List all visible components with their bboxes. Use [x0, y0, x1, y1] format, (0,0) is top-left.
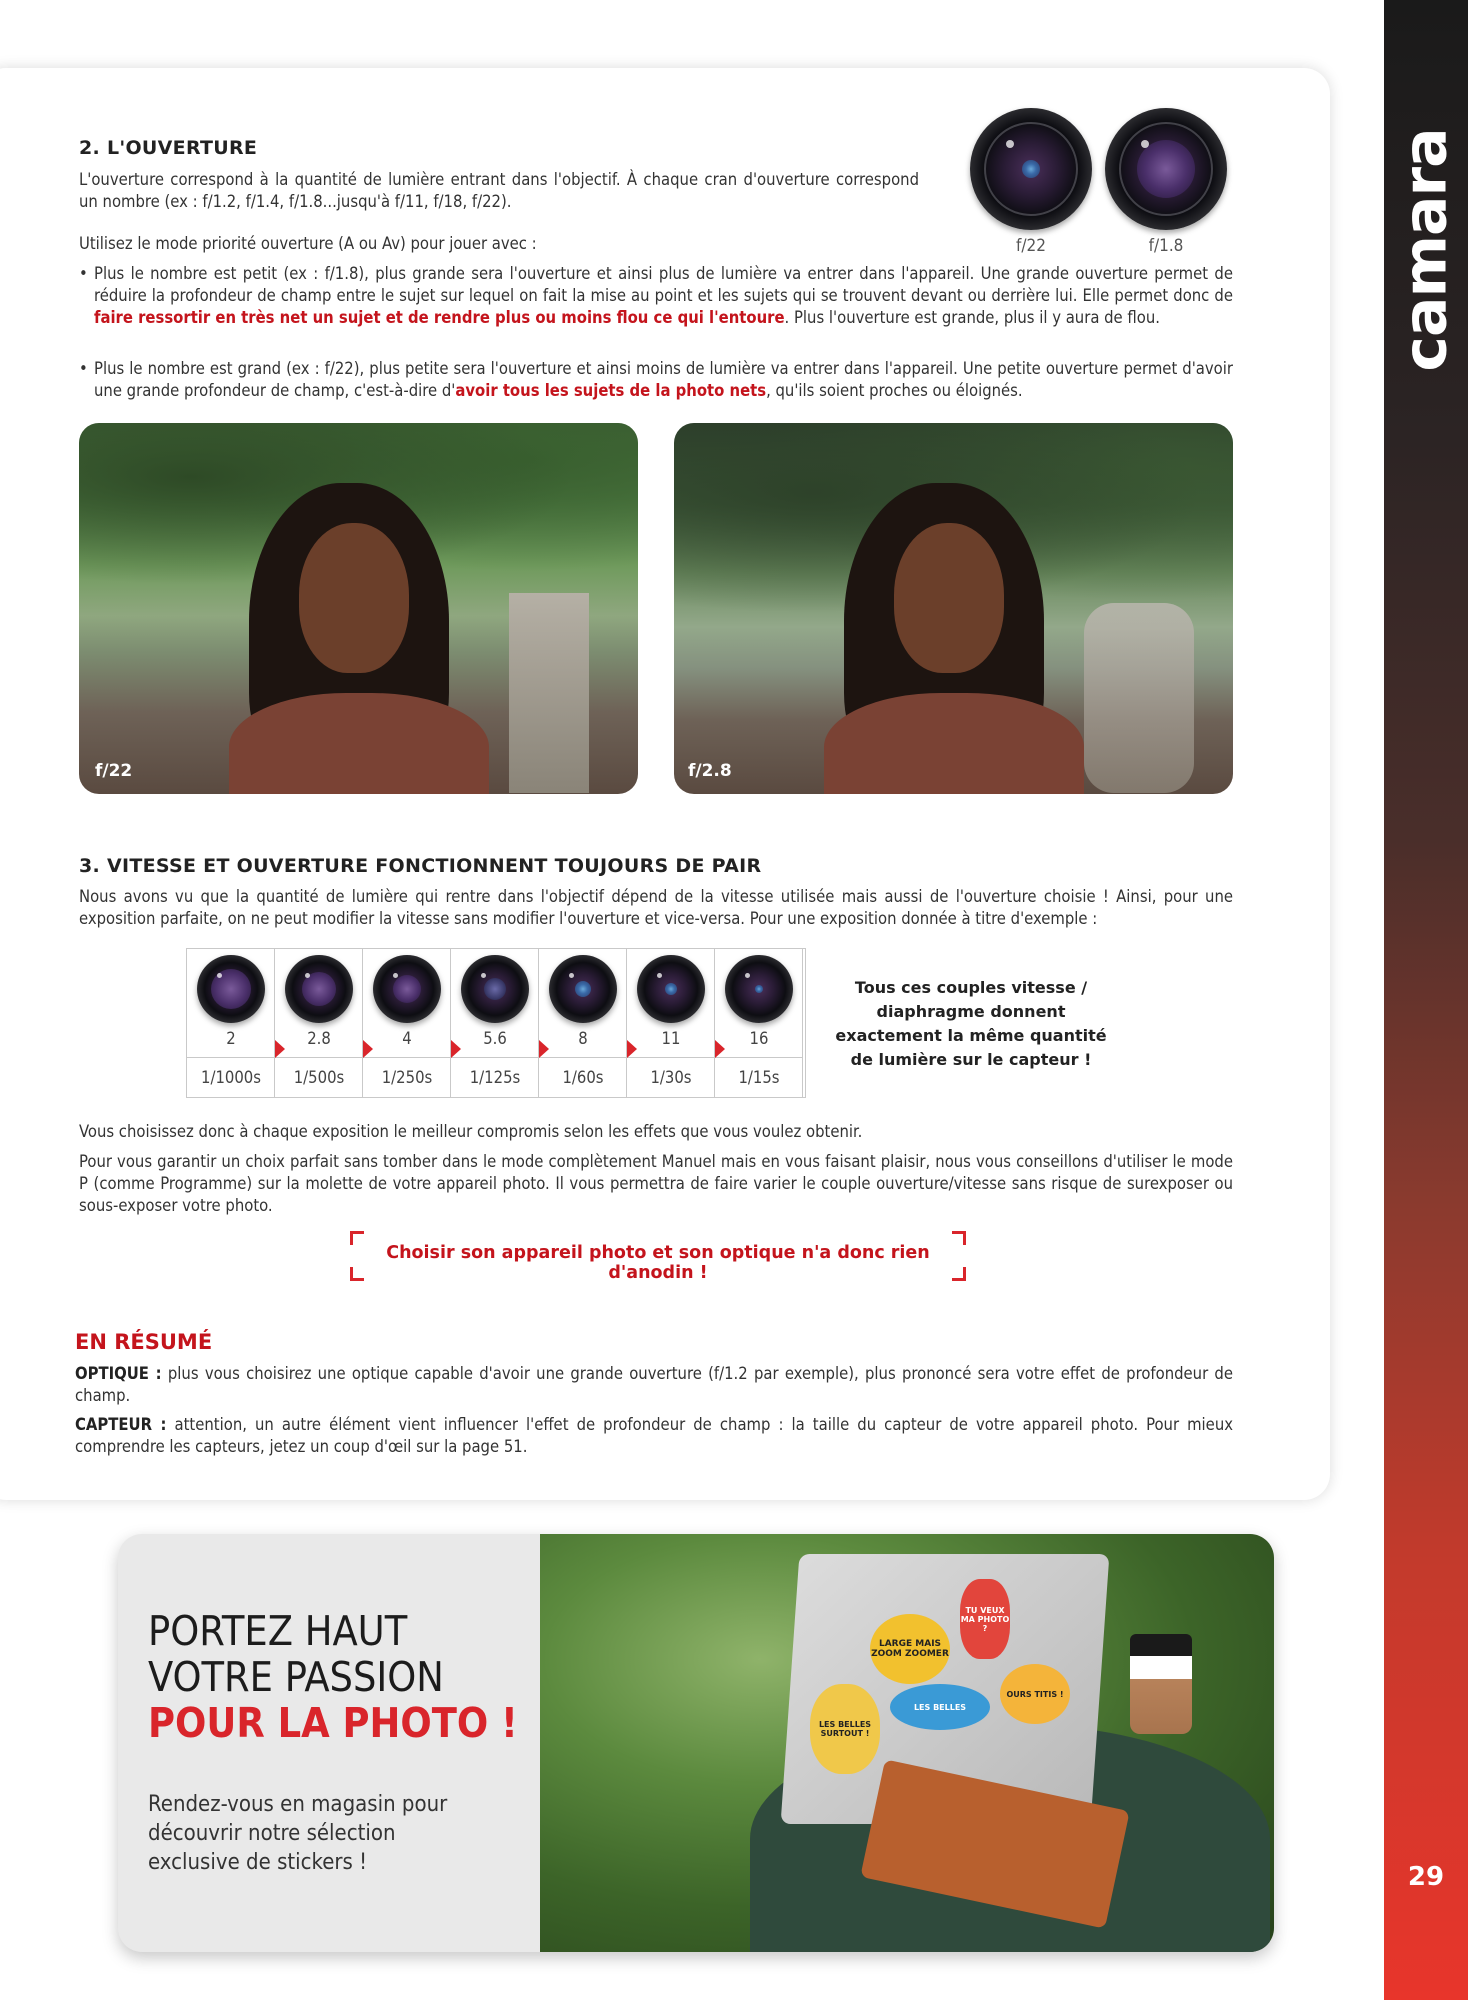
lens-icon	[373, 955, 441, 1023]
highlight-sharp-subject: faire ressortir en très net un sujet et de rendre plus ou moins flou ce qui l'entoure	[94, 308, 785, 327]
optique-label: OPTIQUE :	[75, 1364, 162, 1383]
brand-name: camara	[1391, 128, 1462, 372]
exposure-column	[715, 949, 803, 1097]
exposure-column	[451, 949, 539, 1097]
resume-capteur: CAPTEUR : attention, un autre élément vient influencer l'effet de profondeur de champ : la taille du capteur de votre appareil photo. Pour mieux comprendre les capteurs, jetez un coup d'œil sur la page 51.	[75, 1415, 1234, 1456]
callout-box	[350, 1231, 966, 1281]
lens-icon	[461, 955, 529, 1023]
speed-value: 1/30s	[627, 1057, 715, 1097]
speed-value: 1/15s	[715, 1057, 803, 1097]
speed-value: 1/500s	[275, 1057, 363, 1097]
lens-f22-icon	[970, 108, 1092, 230]
arrow-right-icon	[627, 1040, 637, 1058]
bullet-dot: •	[79, 359, 88, 378]
compromise-text: Vous choisissez donc à chaque exposition le meilleur compromis selon les effets que vous voulez obtenir.	[79, 1122, 863, 1141]
highlight-all-sharp: avoir tous les sujets de la photo nets	[455, 381, 767, 400]
coffee-cup	[1130, 1634, 1192, 1734]
promo-banner	[118, 1534, 1274, 1952]
arrow-right-icon	[275, 1040, 285, 1058]
aperture-value: 2	[226, 1029, 236, 1048]
portrait-photo-f28	[674, 423, 1233, 794]
photo-label-f22: f/22	[95, 761, 133, 781]
exposure-column	[539, 949, 627, 1097]
lens-icon	[725, 955, 793, 1023]
resume-optique: OPTIQUE : plus vous choisirez une optique capable d'avoir une grande ouverture (f/1.2 par exemple), plus prononcé sera votre effet de profondeur de champ.	[75, 1364, 1233, 1405]
page-number: 29	[1407, 1862, 1445, 1892]
aperture-value: 4	[402, 1029, 412, 1048]
sticker-belles: LES BELLES SURTOUT !	[810, 1684, 880, 1774]
speed-value: 1/60s	[539, 1057, 627, 1097]
ouverture-intro: L'ouverture correspond à la quantité de lumière entrant dans l'objectif. À chaque cran d'ouverture correspond un nombre (ex : f/1.2, f/1.4, f/1.8...jusqu'à f/11, f/18, f/22).	[79, 170, 919, 211]
speed-value: 1/125s	[451, 1057, 539, 1097]
resume-title: EN RÉSUMÉ	[75, 1330, 213, 1354]
lens-caption-f18: f/1.8	[1148, 236, 1184, 256]
section-title-ouverture: 2. L'OUVERTURE	[79, 137, 258, 159]
promo-photo	[540, 1534, 1274, 1952]
lens-icon	[549, 955, 617, 1023]
arrow-right-icon	[363, 1040, 373, 1058]
brand-logo	[1384, 130, 1468, 370]
arrow-right-icon	[539, 1040, 549, 1058]
lens-icon	[197, 955, 265, 1023]
capteur-label: CAPTEUR :	[75, 1415, 167, 1434]
callout-text: Choisir son appareil photo et son optique n'a donc rien d'anodin !	[386, 1243, 930, 1283]
sticker-ours: OURS TITIS !	[1000, 1664, 1070, 1724]
arrow-right-icon	[451, 1040, 461, 1058]
arrow-right-icon	[715, 1040, 725, 1058]
mode-line: Utilisez le mode priorité ouverture (A ou Av) pour jouer avec :	[79, 234, 537, 253]
aperture-value: 5.6	[483, 1029, 507, 1048]
vitesse-intro: Nous avons vu que la quantité de lumière qui rentre dans l'objectif dépend de la vitesse utilisée mais aussi de l'ouverture choisie ! Ainsi, pour une exposition parfaite, on ne peut modifier la vitesse sans modifier l'ouverture et vice-versa. Pour une exposition donnée à titre d'exemple :	[79, 887, 1233, 928]
lens-caption-f22: f/22	[1016, 236, 1046, 256]
exposure-column	[275, 949, 363, 1097]
lens-f18-icon	[1105, 108, 1227, 230]
couples-note: Tous ces couples vitesse / diaphragme donnent exactement la même quantité de lumière sur le capteur !	[835, 978, 1107, 1069]
speed-value: 1/250s	[363, 1057, 451, 1097]
aperture-value: 2.8	[307, 1029, 331, 1048]
exposure-column	[187, 949, 275, 1097]
bullet-large-number: • Plus le nombre est grand (ex : f/22), plus petite sera l'ouverture et ainsi moins de lumière va entrer dans l'appareil. Une petite ouverture permet d'avoir une grande profondeur de champ, c'est-à-dire d'avoir tous les sujets de la photo nets, qu'ils soient proches ou éloignés.	[79, 359, 1233, 400]
sticker-zoom: LARGE MAIS ZOOM ZOOMER	[870, 1614, 950, 1684]
bullet-small-number: • Plus le nombre est petit (ex : f/1.8), plus grande sera l'ouverture et ainsi plus de lumière va entrer dans l'appareil. Une grande ouverture permet de réduire la profondeur de champ entre le sujet sur lequel on fait la mise au point et les sujets qui se trouvent devant ou derrière lui. Elle permet donc de faire ressortir en très net un sujet et de rendre plus ou moins flou ce qui l'entoure. Plus l'ouverture est grande, plus il y aura de flou.	[79, 264, 1233, 327]
speed-value: 1/1000s	[187, 1057, 275, 1097]
aperture-value: 8	[578, 1029, 588, 1048]
exposure-table	[186, 948, 806, 1098]
aperture-value: 11	[661, 1029, 681, 1048]
lens-icon	[285, 955, 353, 1023]
aperture-value: 16	[749, 1029, 769, 1048]
exposure-column	[627, 949, 715, 1097]
lens-icon	[637, 955, 705, 1023]
sticker-fish: LES BELLES	[890, 1684, 990, 1730]
advice-text: Pour vous garantir un choix parfait sans tomber dans le mode complètement Manuel mais en vous faisant plaisir, nous vous conseillons d'utiliser le mode P (comme Programme) sur la molette de votre appareil photo. Il vous permettra de faire varier le couple ouverture/vitesse sans risque de surexposer ou sous-exposer votre photo.	[79, 1152, 1233, 1215]
bullet-dot: •	[79, 264, 88, 283]
promo-title-highlight: POUR LA PHOTO !	[148, 1699, 518, 1747]
promo-subtitle: Rendez-vous en magasin pour découvrir notre sélection exclusive de stickers !	[148, 1792, 448, 1875]
section-title-vitesse: 3. VITESSE ET OUVERTURE FONCTIONNENT TOUJOURS DE PAIR	[79, 855, 762, 877]
photo-label-f28: f/2.8	[688, 761, 732, 781]
sticker-photo: TU VEUX MA PHOTO ?	[960, 1579, 1010, 1659]
portrait-photo-f22	[79, 423, 638, 794]
exposure-column	[363, 949, 451, 1097]
promo-title: PORTEZ HAUT VOTRE PASSION	[148, 1607, 444, 1701]
